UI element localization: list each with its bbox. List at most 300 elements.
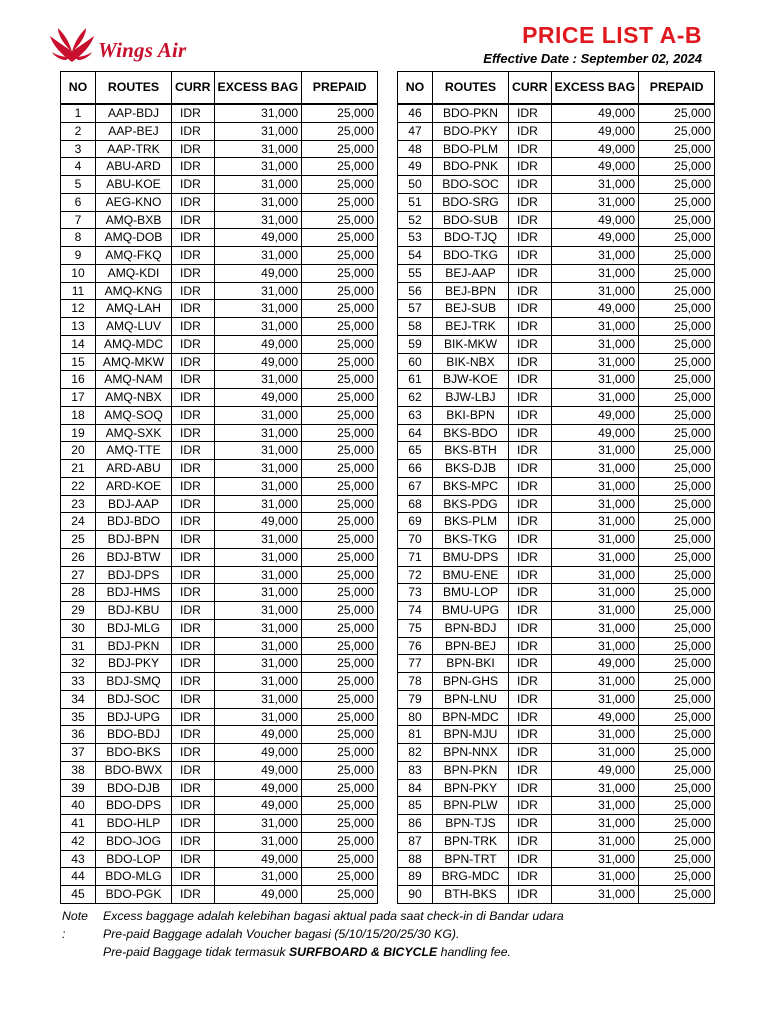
cell-route: BRG-MDC: [433, 868, 509, 886]
cell-route: BDO-SRG: [433, 193, 509, 211]
cell-route: BKS-PLM: [433, 513, 509, 531]
cell-curr: IDR: [509, 300, 552, 318]
table-row: [61, 282, 378, 300]
cell-curr: IDR: [509, 211, 552, 229]
table-row: [398, 637, 715, 655]
cell-curr: IDR: [509, 104, 552, 122]
cell-route: BPN-PKY: [433, 779, 509, 797]
cell-route: BJW-KOE: [433, 371, 509, 389]
cell-route: AMQ-TTE: [96, 442, 172, 460]
cell-prepaid: 25,000: [302, 584, 378, 602]
table-row: [398, 531, 715, 549]
cell-excess-bag: 49,000: [214, 761, 302, 779]
cell-excess-bag: 31,000: [551, 619, 639, 637]
cell-route: BDJ-UPG: [96, 708, 172, 726]
price-table-right: [397, 71, 715, 904]
cell-prepaid: 25,000: [639, 832, 715, 850]
cell-curr: IDR: [509, 158, 552, 176]
cell-no: 12: [61, 300, 96, 318]
table-row: [61, 495, 378, 513]
cell-no: 59: [398, 335, 433, 353]
cell-route: ABU-KOE: [96, 176, 172, 194]
cell-curr: IDR: [172, 477, 215, 495]
cell-excess-bag: 31,000: [551, 531, 639, 549]
cell-no: 41: [61, 815, 96, 833]
cell-prepaid: 25,000: [639, 708, 715, 726]
cell-prepaid: 25,000: [302, 761, 378, 779]
cell-prepaid: 25,000: [639, 673, 715, 691]
cell-prepaid: 25,000: [639, 211, 715, 229]
cell-no: 35: [61, 708, 96, 726]
note-line-3-prefix: Pre-paid Baggage tidak termasuk: [103, 945, 289, 959]
header-excess-bag: EXCESS BAG: [551, 72, 639, 105]
table-row: [61, 389, 378, 407]
table-row: [61, 531, 378, 549]
cell-route: BDO-DJB: [96, 779, 172, 797]
cell-no: 56: [398, 282, 433, 300]
header-excess-bag: EXCESS BAG: [214, 72, 302, 105]
cell-prepaid: 25,000: [639, 122, 715, 140]
cell-prepaid: 25,000: [639, 850, 715, 868]
cell-excess-bag: 31,000: [214, 371, 302, 389]
cell-no: 72: [398, 566, 433, 584]
cell-curr: IDR: [172, 602, 215, 620]
table-row: [398, 300, 715, 318]
cell-excess-bag: 31,000: [551, 797, 639, 815]
cell-prepaid: 25,000: [639, 477, 715, 495]
cell-prepaid: 25,000: [302, 619, 378, 637]
cell-no: 58: [398, 318, 433, 336]
cell-prepaid: 25,000: [302, 690, 378, 708]
table-row: [398, 566, 715, 584]
cell-no: 53: [398, 229, 433, 247]
cell-route: BMU-UPG: [433, 602, 509, 620]
cell-curr: IDR: [509, 602, 552, 620]
cell-prepaid: 25,000: [639, 637, 715, 655]
cell-prepaid: 25,000: [302, 548, 378, 566]
cell-no: 39: [61, 779, 96, 797]
cell-excess-bag: 49,000: [214, 335, 302, 353]
cell-no: 34: [61, 690, 96, 708]
cell-no: 74: [398, 602, 433, 620]
cell-route: BDO-PGK: [96, 886, 172, 904]
brand-logo: [46, 26, 206, 68]
cell-no: 14: [61, 335, 96, 353]
cell-prepaid: 25,000: [639, 229, 715, 247]
cell-route: AAP-BDJ: [96, 104, 172, 122]
table-row: [398, 886, 715, 904]
cell-curr: IDR: [509, 424, 552, 442]
cell-prepaid: 25,000: [302, 318, 378, 336]
cell-excess-bag: 31,000: [551, 318, 639, 336]
cell-excess-bag: 49,000: [214, 353, 302, 371]
cell-route: ABU-ARD: [96, 158, 172, 176]
cell-prepaid: 25,000: [302, 282, 378, 300]
cell-prepaid: 25,000: [639, 140, 715, 158]
cell-prepaid: 25,000: [639, 193, 715, 211]
cell-route: BJW-LBJ: [433, 389, 509, 407]
cell-excess-bag: 49,000: [551, 708, 639, 726]
cell-route: BKI-BPN: [433, 406, 509, 424]
table-row: [398, 460, 715, 478]
cell-no: 11: [61, 282, 96, 300]
cell-prepaid: 25,000: [302, 637, 378, 655]
cell-no: 84: [398, 779, 433, 797]
cell-route: BDJ-SMQ: [96, 673, 172, 691]
cell-excess-bag: 49,000: [214, 886, 302, 904]
cell-curr: IDR: [509, 548, 552, 566]
table-header-row: [61, 72, 378, 105]
cell-curr: IDR: [172, 584, 215, 602]
cell-curr: IDR: [509, 566, 552, 584]
cell-curr: IDR: [172, 282, 215, 300]
cell-no: 10: [61, 264, 96, 282]
cell-no: 30: [61, 619, 96, 637]
table-row: [61, 584, 378, 602]
table-row: [61, 815, 378, 833]
cell-excess-bag: 31,000: [551, 584, 639, 602]
cell-route: AMQ-FKQ: [96, 247, 172, 265]
table-row: [61, 602, 378, 620]
cell-excess-bag: 31,000: [551, 850, 639, 868]
table-row: [61, 655, 378, 673]
cell-route: AMQ-NBX: [96, 389, 172, 407]
cell-excess-bag: 49,000: [214, 264, 302, 282]
cell-prepaid: 25,000: [302, 247, 378, 265]
cell-excess-bag: 31,000: [551, 460, 639, 478]
cell-excess-bag: 49,000: [551, 158, 639, 176]
cell-curr: IDR: [509, 477, 552, 495]
table-row: [61, 566, 378, 584]
cell-prepaid: 25,000: [639, 335, 715, 353]
cell-prepaid: 25,000: [639, 442, 715, 460]
cell-route: AMQ-KNG: [96, 282, 172, 300]
table-row: [398, 744, 715, 762]
cell-route: BEJ-AAP: [433, 264, 509, 282]
cell-route: BPN-TRK: [433, 832, 509, 850]
table-row: [398, 229, 715, 247]
cell-excess-bag: 31,000: [551, 690, 639, 708]
cell-prepaid: 25,000: [302, 513, 378, 531]
cell-curr: IDR: [172, 424, 215, 442]
table-row: [398, 797, 715, 815]
cell-no: 55: [398, 264, 433, 282]
cell-curr: IDR: [509, 282, 552, 300]
cell-excess-bag: 31,000: [214, 584, 302, 602]
cell-route: BMU-ENE: [433, 566, 509, 584]
cell-excess-bag: 31,000: [551, 673, 639, 691]
cell-curr: IDR: [509, 673, 552, 691]
cell-no: 27: [61, 566, 96, 584]
cell-route: BPN-MJU: [433, 726, 509, 744]
cell-prepaid: 25,000: [639, 264, 715, 282]
header-no: NO: [398, 72, 433, 105]
cell-no: 54: [398, 247, 433, 265]
table-row: [61, 779, 378, 797]
cell-route: BKS-BTH: [433, 442, 509, 460]
cell-excess-bag: 49,000: [214, 726, 302, 744]
cell-curr: IDR: [509, 389, 552, 407]
cell-no: 78: [398, 673, 433, 691]
cell-no: 21: [61, 460, 96, 478]
cell-excess-bag: 31,000: [214, 708, 302, 726]
cell-excess-bag: 31,000: [551, 744, 639, 762]
header-no: NO: [61, 72, 96, 105]
cell-no: 24: [61, 513, 96, 531]
cell-curr: IDR: [509, 264, 552, 282]
cell-excess-bag: 31,000: [551, 442, 639, 460]
table-row: [398, 371, 715, 389]
cell-excess-bag: 31,000: [551, 815, 639, 833]
table-row: [61, 424, 378, 442]
cell-route: AMQ-LUV: [96, 318, 172, 336]
cell-route: AMQ-LAH: [96, 300, 172, 318]
cell-curr: IDR: [509, 247, 552, 265]
cell-no: 13: [61, 318, 96, 336]
cell-curr: IDR: [172, 353, 215, 371]
table-row: [398, 176, 715, 194]
cell-no: 19: [61, 424, 96, 442]
cell-curr: IDR: [509, 619, 552, 637]
cell-excess-bag: 31,000: [551, 886, 639, 904]
cell-no: 80: [398, 708, 433, 726]
cell-prepaid: 25,000: [639, 460, 715, 478]
cell-route: AMQ-BXB: [96, 211, 172, 229]
cell-route: BDJ-AAP: [96, 495, 172, 513]
cell-no: 16: [61, 371, 96, 389]
cell-route: BPN-TJS: [433, 815, 509, 833]
cell-excess-bag: 31,000: [551, 602, 639, 620]
cell-prepaid: 25,000: [302, 104, 378, 122]
cell-route: BPN-BEJ: [433, 637, 509, 655]
table-row: [398, 673, 715, 691]
cell-curr: IDR: [509, 850, 552, 868]
cell-excess-bag: 31,000: [214, 495, 302, 513]
cell-no: 76: [398, 637, 433, 655]
cell-excess-bag: 31,000: [214, 548, 302, 566]
cell-excess-bag: 31,000: [214, 637, 302, 655]
cell-no: 57: [398, 300, 433, 318]
table-row: [61, 300, 378, 318]
table-row: [61, 548, 378, 566]
cell-curr: IDR: [509, 690, 552, 708]
cell-no: 38: [61, 761, 96, 779]
cell-prepaid: 25,000: [639, 815, 715, 833]
cell-prepaid: 25,000: [302, 708, 378, 726]
cell-prepaid: 25,000: [302, 460, 378, 478]
cell-route: BDO-SUB: [433, 211, 509, 229]
cell-excess-bag: 31,000: [214, 247, 302, 265]
cell-no: 82: [398, 744, 433, 762]
cell-prepaid: 25,000: [639, 513, 715, 531]
cell-route: BEJ-SUB: [433, 300, 509, 318]
cell-excess-bag: 31,000: [551, 335, 639, 353]
table-row: [61, 797, 378, 815]
cell-excess-bag: 31,000: [551, 495, 639, 513]
note-line-1: Excess baggage adalah kelebihan bagasi aktual pada saat check-in di Bandar udara: [103, 909, 564, 923]
cell-no: 1: [61, 104, 96, 122]
cell-prepaid: 25,000: [639, 868, 715, 886]
cell-curr: IDR: [172, 513, 215, 531]
cell-excess-bag: 31,000: [214, 406, 302, 424]
cell-route: BDJ-MLG: [96, 619, 172, 637]
cell-prepaid: 25,000: [639, 318, 715, 336]
cell-prepaid: 25,000: [302, 335, 378, 353]
cell-prepaid: 25,000: [302, 442, 378, 460]
cell-curr: IDR: [172, 779, 215, 797]
table-row: [398, 406, 715, 424]
cell-excess-bag: 31,000: [214, 531, 302, 549]
cell-excess-bag: 31,000: [214, 176, 302, 194]
cell-route: BIK-MKW: [433, 335, 509, 353]
cell-no: 67: [398, 477, 433, 495]
cell-no: 69: [398, 513, 433, 531]
cell-excess-bag: 31,000: [214, 655, 302, 673]
cell-no: 85: [398, 797, 433, 815]
cell-no: 79: [398, 690, 433, 708]
table-row: [398, 815, 715, 833]
cell-prepaid: 25,000: [639, 726, 715, 744]
cell-prepaid: 25,000: [302, 158, 378, 176]
cell-excess-bag: 31,000: [551, 282, 639, 300]
cell-curr: IDR: [509, 744, 552, 762]
cell-prepaid: 25,000: [639, 158, 715, 176]
cell-excess-bag: 31,000: [551, 513, 639, 531]
cell-no: 37: [61, 744, 96, 762]
cell-route: BDO-JOG: [96, 832, 172, 850]
cell-curr: IDR: [172, 193, 215, 211]
note-label: Note :: [62, 909, 88, 941]
cell-prepaid: 25,000: [302, 371, 378, 389]
cell-route: BPN-MDC: [433, 708, 509, 726]
table-row: [61, 761, 378, 779]
cell-no: 70: [398, 531, 433, 549]
table-row: [61, 264, 378, 282]
cell-excess-bag: 31,000: [214, 832, 302, 850]
table-row: [61, 353, 378, 371]
cell-excess-bag: 31,000: [214, 300, 302, 318]
cell-prepaid: 25,000: [639, 655, 715, 673]
cell-prepaid: 25,000: [639, 424, 715, 442]
cell-curr: IDR: [509, 531, 552, 549]
cell-curr: IDR: [172, 406, 215, 424]
cell-curr: IDR: [509, 513, 552, 531]
cell-no: 89: [398, 868, 433, 886]
cell-route: BDJ-BTW: [96, 548, 172, 566]
cell-route: BDO-BDJ: [96, 726, 172, 744]
cell-route: AAP-BEJ: [96, 122, 172, 140]
cell-curr: IDR: [509, 637, 552, 655]
table-row: [61, 335, 378, 353]
table-row: [398, 779, 715, 797]
cell-route: BEJ-TRK: [433, 318, 509, 336]
cell-excess-bag: 49,000: [214, 389, 302, 407]
cell-curr: IDR: [509, 406, 552, 424]
cell-route: AMQ-NAM: [96, 371, 172, 389]
cell-route: BIK-NBX: [433, 353, 509, 371]
cell-curr: IDR: [509, 495, 552, 513]
cell-excess-bag: 31,000: [551, 247, 639, 265]
cell-route: BPN-TRT: [433, 850, 509, 868]
cell-excess-bag: 31,000: [551, 389, 639, 407]
header-curr: CURR: [172, 72, 215, 105]
table-row: [61, 850, 378, 868]
cell-excess-bag: 31,000: [214, 619, 302, 637]
cell-prepaid: 25,000: [302, 797, 378, 815]
table-row: [398, 708, 715, 726]
table-row: [61, 513, 378, 531]
cell-route: BEJ-BPN: [433, 282, 509, 300]
cell-curr: IDR: [509, 460, 552, 478]
table-row: [398, 868, 715, 886]
cell-prepaid: 25,000: [639, 761, 715, 779]
cell-route: BDJ-HMS: [96, 584, 172, 602]
cell-prepaid: 25,000: [302, 832, 378, 850]
cell-no: 2: [61, 122, 96, 140]
cell-no: 25: [61, 531, 96, 549]
cell-prepaid: 25,000: [302, 868, 378, 886]
cell-excess-bag: 49,000: [214, 850, 302, 868]
cell-prepaid: 25,000: [302, 566, 378, 584]
cell-no: 86: [398, 815, 433, 833]
cell-excess-bag: 31,000: [214, 318, 302, 336]
table-row: [398, 318, 715, 336]
cell-excess-bag: 49,000: [214, 797, 302, 815]
cell-excess-bag: 49,000: [551, 229, 639, 247]
table-row: [398, 389, 715, 407]
cell-excess-bag: 49,000: [214, 779, 302, 797]
cell-excess-bag: 31,000: [214, 140, 302, 158]
cell-excess-bag: 31,000: [214, 104, 302, 122]
cell-curr: IDR: [172, 726, 215, 744]
cell-route: AMQ-MKW: [96, 353, 172, 371]
table-row: [61, 460, 378, 478]
cell-prepaid: 25,000: [639, 531, 715, 549]
cell-route: AAP-TRK: [96, 140, 172, 158]
note-line-3-bold: SURFBOARD & BICYCLE: [288, 945, 438, 959]
cell-no: 22: [61, 477, 96, 495]
cell-prepaid: 25,000: [302, 353, 378, 371]
cell-prepaid: 25,000: [302, 886, 378, 904]
table-row: [398, 247, 715, 265]
table-row: [61, 832, 378, 850]
cell-curr: IDR: [172, 690, 215, 708]
cell-no: 23: [61, 495, 96, 513]
cell-no: 60: [398, 353, 433, 371]
cell-no: 31: [61, 637, 96, 655]
cell-curr: IDR: [509, 584, 552, 602]
table-row: [398, 264, 715, 282]
cell-no: 6: [61, 193, 96, 211]
cell-route: BPN-NNX: [433, 744, 509, 762]
cell-curr: IDR: [509, 140, 552, 158]
cell-no: 77: [398, 655, 433, 673]
table-row: [398, 335, 715, 353]
cell-excess-bag: 49,000: [551, 761, 639, 779]
cell-no: 87: [398, 832, 433, 850]
cell-excess-bag: 31,000: [214, 282, 302, 300]
cell-excess-bag: 31,000: [551, 264, 639, 282]
cell-excess-bag: 31,000: [214, 602, 302, 620]
cell-route: AMQ-KDI: [96, 264, 172, 282]
cell-curr: IDR: [172, 495, 215, 513]
cell-route: BKS-MPC: [433, 477, 509, 495]
table-row: [398, 353, 715, 371]
header-routes: ROUTES: [433, 72, 509, 105]
cell-route: BDJ-BDO: [96, 513, 172, 531]
cell-excess-bag: 49,000: [551, 104, 639, 122]
cell-route: BDO-DPS: [96, 797, 172, 815]
